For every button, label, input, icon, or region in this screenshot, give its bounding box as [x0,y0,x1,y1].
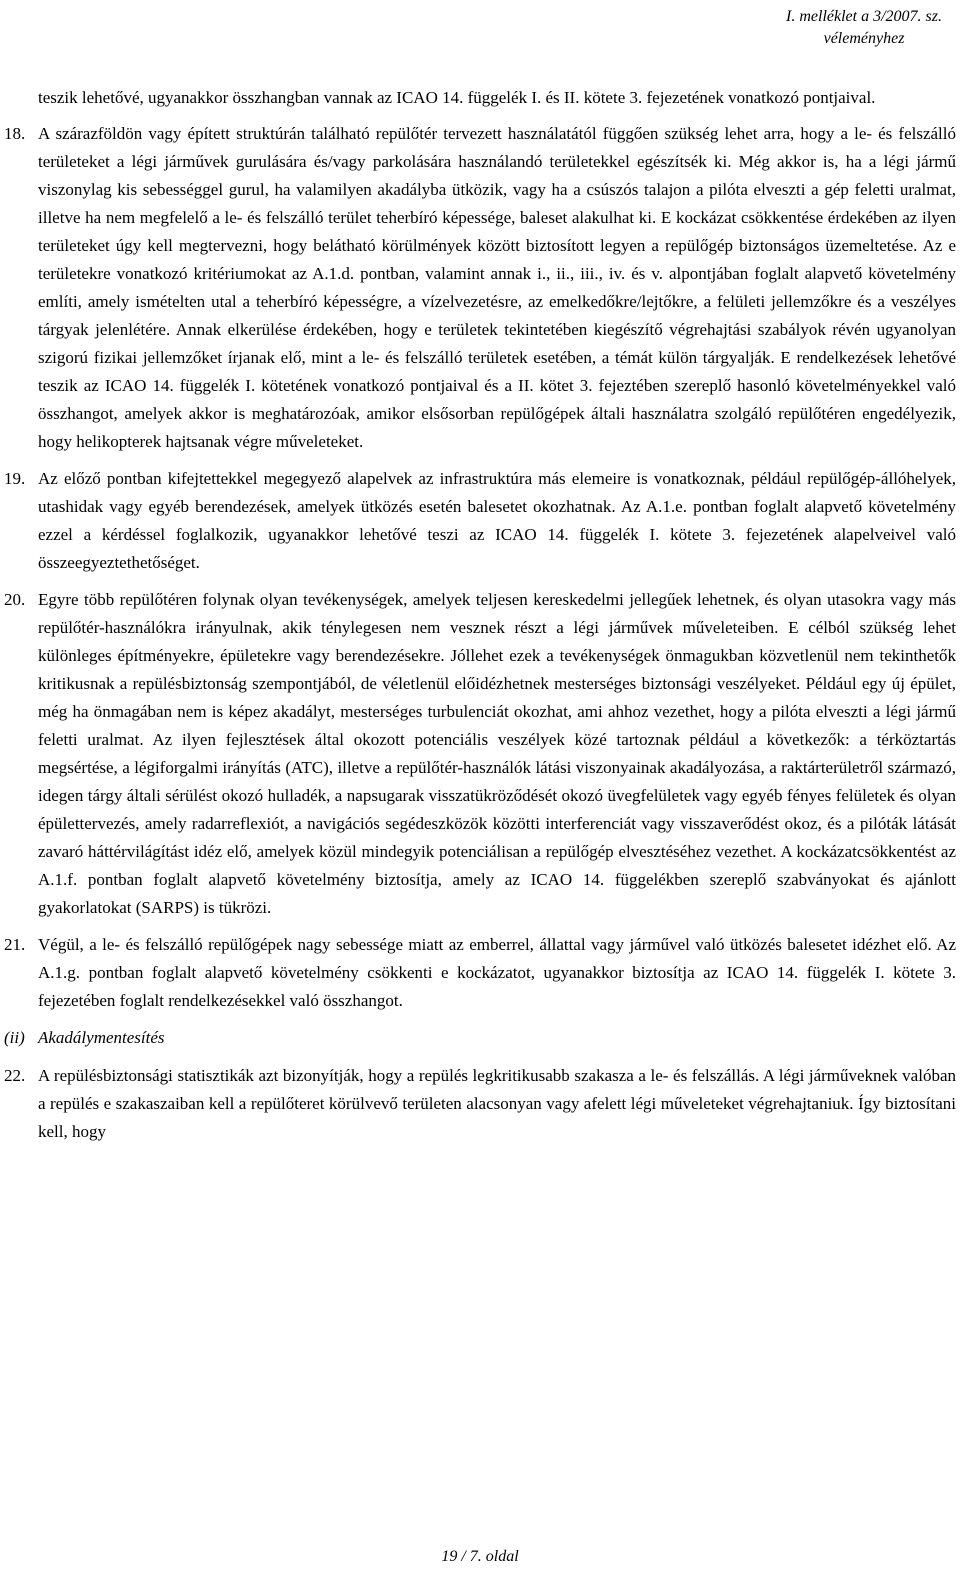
continuation-paragraph: teszik lehetővé, ugyanakkor összhangban vannak az ICAO 14. függelék I. és II. kötete 3. fejezetének vonatkozó pontjaival. [38,88,876,107]
page-header [786,6,942,50]
paragraph-number: 18. [4,124,26,143]
paragraph-text: Végül, a le- és felszálló repülőgépek nagy sebessége miatt az emberrel, állattal vagy járművel való ütközés balesetet idézhet elő. Az A.1.g. pontban foglalt alapvető követelmény csökkenti e kockázatot, ugyanakkor biztosítja az ICAO 14. függelék I. kötete 3. fejezetében foglalt rendelkezésekkel való összhangot. [38,935,956,1010]
subheading-title: Akadálymentesítés [38,1028,165,1047]
subheading-number: (ii) [4,1028,25,1047]
page-number: 19 / 7. oldal [441,1548,519,1565]
paragraph-18 [4,120,956,456]
page-footer [0,1546,960,1568]
paragraph-21 [4,931,956,1015]
header-annex-reference: I. melléklet a 3/2007. sz. [786,8,942,25]
paragraph-text: Egyre több repülőtéren folynak olyan tevékenységek, amelyek teljesen kereskedelmi jellegűek lehetnek, és olyan utasokra vagy más repülőtér-használókra irányulnak, akik ténylegesen nem vesznek részt a légi járművek műveleteiben. E célból szükség lehet különleges építményekre, épületekre vagy berendezésekre. Jóllehet ezek a tevékenységek önmagukban közvetlenül nem tekinthetők kritikusnak a repülésbiztonság szempontjából, de véletlenül előidézhetnek mesterséges biztonsági veszélyeket. Például egy új épület, még ha önmagában nem is képez akadályt, mesterséges turbulenciát okozhat, ami ahhoz vezethet, hogy a pilóta elveszti a légi jármű feletti uralmat. Az ilyen fejlesztések által okozott potenciális veszélyek közé tartoznak például a következők: a térköztartás megsértése, a légiforgalmi irányítás (ATC), illetve a repülőtér-használók látási viszonyainak akadályozása, a raktárterületről származó, idegen tárgy általi sérülést okozó hulladék, a napsugarak visszatükröződését okozó üvegfelületek vagy egyéb fényes felületek és olyan épülettervezés, amely radarreflexiót, a navigációs segédeszközök közötti interferenciát vagy visszaverődést okoz, és a pilóták látását zavaró háttérvilágítást idéz elő, amelyek közül mindegyik potenciálisan a repülőgép elvesztéséhez vezethet. A kockázatcsökkentést az A.1.f. pontban foglalt alapvető követelmény biztosítja, amely az ICAO 14. függelékben szereplő szabványokat és ajánlott gyakorlatokat (SARPS) is tükrözi. [38,590,956,917]
paragraph-number: 21. [4,935,26,954]
section-subheading [4,1024,956,1052]
paragraph-text: Az előző pontban kifejtettekkel megegyező alapelvek az infrastruktúra más elemeire is vonatkoznak, például repülőgép-állóhelyek, utashidak vagy egyéb berendezések, amelyek ütközés esetén balesetet okozhatnak. Az A.1.e. pontban foglalt alapvető követelmény ezzel a kérdéssel foglalkozik, ugyanakkor lehetővé teszi az ICAO 14. függelék I. kötete 3. fejezetének alapelveivel való összeegyeztethetőséget. [38,469,956,572]
paragraph-text: A repülésbiztonsági statisztikák azt bizonyítják, hogy a repülés legkritikusabb szakasza a le- és felszállás. A légi járműveknek valóban a repülés e szakaszaiban kell a repülőteret körülvevő területen alacsonyan vagy afelett légi műveleteket végrehajtaniuk. Így biztosítani kell, hogy [38,1066,956,1141]
document-body [4,84,956,1155]
paragraph-20 [4,586,956,922]
paragraph-22 [4,1062,956,1146]
paragraph-number: 20. [4,590,26,609]
header-opinion-reference: véleményhez [823,30,905,47]
paragraph-number: 19. [4,469,26,488]
paragraph-number: 22. [4,1066,26,1085]
paragraph-text: A szárazföldön vagy épített struktúrán található repülőtér tervezett használatától függően szükség lehet arra, hogy a le- és felszálló területeket a légi járművek gurulására és/vagy parkolására használandó területekkel egészítsék ki. Még akkor is, ha a légi jármű viszonylag kis sebességgel gurul, ha valamilyen akadályba ütközik, vagy ha a csúszós talajon a pilóta elveszti a gép feletti uralmat, illetve ha nem megfelelő a le- és felszálló terület teherbíró képessége, baleset alakulhat ki. E kockázat csökkentése érdekében az ilyen területeket úgy kell megtervezni, hogy belátható körülmények között biztosított legyen a repülőgép biztonságos üzemeltetése. Az e területekre vonatkozó kritériumokat az A.1.d. pontban, valamint annak i., ii., iii., iv. és v. alpontjában foglalt alapvető követelmény említi, amely ismételten utal a teherbíró képességre, a vízelvezetésre, az emelkedőkre/lejtőkre, a felületi jellemzőkre és a veszélyes tárgyak jelenlétére. Annak elkerülése érdekében, hogy e területek tekintetében kiegészítő végrehajtási szabályok révén ugyanolyan szigorú fizikai jellemzőket írjanak elő, mint a le- és felszálló területek esetében, a témát külön tárgyalják. E rendelkezések lehetővé teszik az ICAO 14. függelék I. kötetének vonatkozó pontjaival és a II. kötet 3. fejeztében szereplő hasonló követelményekkel való összhangot, amelyek akkor is meghatározóak, amikor elsősorban repülőgépek általi használatra szolgáló repülőtéren engedélyezik, hogy helikopterek hajtsanak végre műveleteket. [38,124,956,451]
paragraph-19 [4,465,956,577]
